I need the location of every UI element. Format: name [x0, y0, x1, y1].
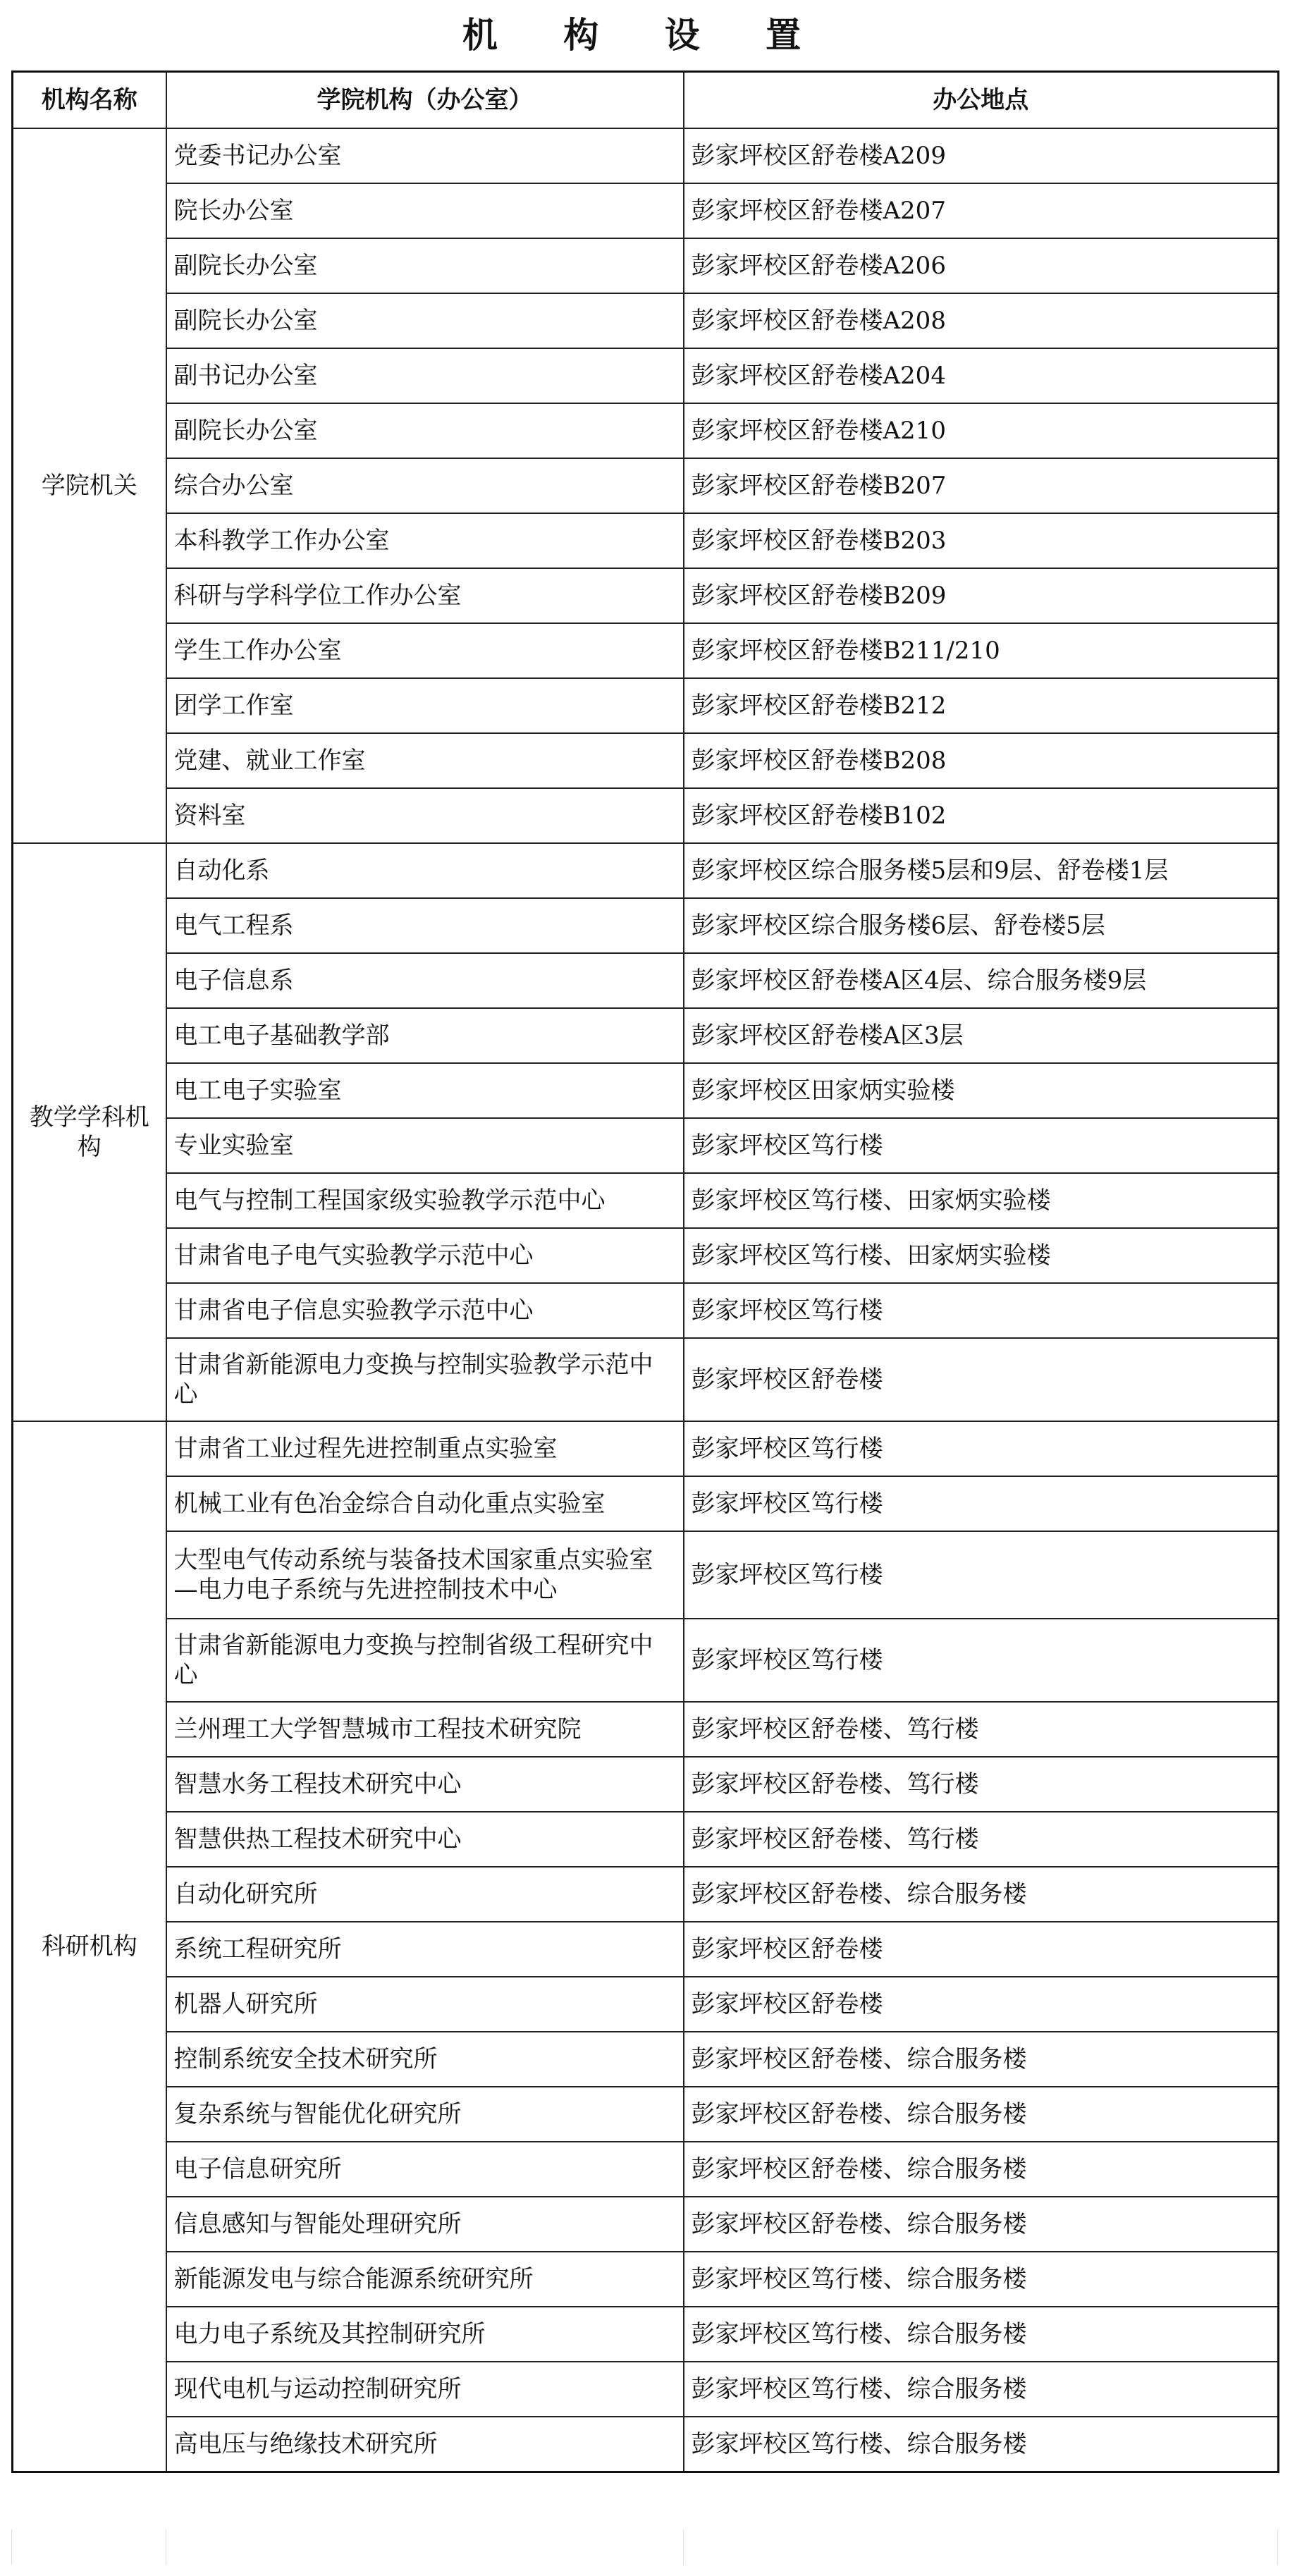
- office-name-cell: 电力电子系统及其控制研究所: [166, 2307, 684, 2362]
- office-name-cell: 甘肃省新能源电力变换与控制省级工程研究中心: [166, 1619, 684, 1702]
- table-row: [13, 953, 1279, 1008]
- office-name-cell: 学生工作办公室: [166, 623, 684, 678]
- table-row: [13, 1812, 1279, 1867]
- office-location-cell: 彭家坪校区舒卷楼、综合服务楼: [684, 2087, 1279, 2142]
- office-name-cell: 资料室: [166, 788, 684, 843]
- office-name-cell: 系统工程研究所: [166, 1922, 684, 1977]
- table-row: [13, 1008, 1279, 1063]
- office-location-cell: 彭家坪校区舒卷楼B203: [684, 513, 1279, 568]
- header-org: 机构名称: [13, 72, 166, 129]
- office-location-cell: 彭家坪校区笃行楼、田家炳实验楼: [684, 1228, 1279, 1283]
- office-location-cell: 彭家坪校区舒卷楼、综合服务楼: [684, 2032, 1279, 2087]
- office-name-cell: 院长办公室: [166, 183, 684, 238]
- table-row: [13, 1283, 1279, 1338]
- table-row: [13, 2032, 1279, 2087]
- org-table: [11, 70, 1279, 2473]
- office-location-cell: 彭家坪校区笃行楼: [684, 1118, 1279, 1173]
- office-location-cell: 彭家坪校区笃行楼: [684, 1619, 1279, 1702]
- office-location-cell: 彭家坪校区舒卷楼A209: [684, 128, 1279, 183]
- office-location-cell: 彭家坪校区综合服务楼5层和9层、舒卷楼1层: [684, 843, 1279, 898]
- office-name-cell: 高电压与绝缘技术研究所: [166, 2417, 684, 2472]
- office-name-cell: 电气与控制工程国家级实验教学示范中心: [166, 1173, 684, 1228]
- office-name-cell: 专业实验室: [166, 1118, 684, 1173]
- office-name-cell: 复杂系统与智能优化研究所: [166, 2087, 684, 2142]
- office-name-cell: 新能源发电与综合能源系统研究所: [166, 2252, 684, 2307]
- group-name-cell: 学院机关: [13, 128, 166, 843]
- office-location-cell: 彭家坪校区舒卷楼A206: [684, 238, 1279, 293]
- office-location-cell: 彭家坪校区舒卷楼B211/210: [684, 623, 1279, 678]
- office-location-cell: 彭家坪校区综合服务楼6层、舒卷楼5层: [684, 898, 1279, 953]
- table-row: [13, 568, 1279, 623]
- office-location-cell: 彭家坪校区笃行楼、综合服务楼: [684, 2252, 1279, 2307]
- table-row: [13, 1702, 1279, 1757]
- table-row: [13, 1977, 1279, 2032]
- office-name-cell: 甘肃省新能源电力变换与控制实验教学示范中心: [166, 1338, 684, 1421]
- office-name-cell: 智慧供热工程技术研究中心: [166, 1812, 684, 1867]
- group-name-cell: 科研机构: [13, 1421, 166, 2472]
- office-name-cell: 自动化研究所: [166, 1867, 684, 1922]
- office-name-cell: 控制系统安全技术研究所: [166, 2032, 684, 2087]
- office-name-cell: 自动化系: [166, 843, 684, 898]
- office-location-cell: 彭家坪校区舒卷楼A区3层: [684, 1008, 1279, 1063]
- office-location-cell: 彭家坪校区舒卷楼: [684, 1922, 1279, 1977]
- office-location-cell: 彭家坪校区舒卷楼B208: [684, 733, 1279, 788]
- office-name-cell: 电子信息研究所: [166, 2142, 684, 2197]
- table-row: [13, 513, 1279, 568]
- office-location-cell: 彭家坪校区笃行楼、综合服务楼: [684, 2417, 1279, 2472]
- office-location-cell: 彭家坪校区舒卷楼A208: [684, 293, 1279, 348]
- office-name-cell: 电工电子基础教学部: [166, 1008, 684, 1063]
- office-name-cell: 副院长办公室: [166, 293, 684, 348]
- table-body: [13, 128, 1279, 2472]
- office-name-cell: 党建、就业工作室: [166, 733, 684, 788]
- office-location-cell: 彭家坪校区舒卷楼A210: [684, 403, 1279, 458]
- office-name-cell: 科研与学科学位工作办公室: [166, 568, 684, 623]
- office-name-cell: 甘肃省电子电气实验教学示范中心: [166, 1228, 684, 1283]
- table-row: [13, 623, 1279, 678]
- office-location-cell: 彭家坪校区舒卷楼A区4层、综合服务楼9层: [684, 953, 1279, 1008]
- group-name-cell: 教学学科机构: [13, 843, 166, 1421]
- office-name-cell: 副院长办公室: [166, 238, 684, 293]
- office-location-cell: 彭家坪校区舒卷楼B207: [684, 458, 1279, 513]
- table-row: [13, 1757, 1279, 1812]
- table-row: [13, 1531, 1279, 1619]
- office-location-cell: 彭家坪校区笃行楼、综合服务楼: [684, 2362, 1279, 2417]
- table-row: [13, 2197, 1279, 2252]
- table-row: [13, 1338, 1279, 1421]
- office-location-cell: 彭家坪校区笃行楼、田家炳实验楼: [684, 1173, 1279, 1228]
- table-row: [13, 1063, 1279, 1118]
- header-office: 学院机构（办公室）: [166, 72, 684, 129]
- table-row: [13, 2252, 1279, 2307]
- office-name-cell: 甘肃省工业过程先进控制重点实验室: [166, 1421, 684, 1476]
- office-location-cell: 彭家坪校区笃行楼: [684, 1531, 1279, 1619]
- office-name-cell: 综合办公室: [166, 458, 684, 513]
- office-location-cell: 彭家坪校区舒卷楼、综合服务楼: [684, 1867, 1279, 1922]
- table-row: [13, 788, 1279, 843]
- table-row: [13, 183, 1279, 238]
- table-row: [13, 2362, 1279, 2417]
- table-row: [13, 678, 1279, 733]
- table-row: [13, 1228, 1279, 1283]
- office-location-cell: 彭家坪校区舒卷楼A204: [684, 348, 1279, 403]
- table-row: [13, 843, 1279, 898]
- table-row: [13, 1619, 1279, 1702]
- office-name-cell: 甘肃省电子信息实验教学示范中心: [166, 1283, 684, 1338]
- office-location-cell: 彭家坪校区田家炳实验楼: [684, 1063, 1279, 1118]
- office-name-cell: 电气工程系: [166, 898, 684, 953]
- table-row: [13, 1922, 1279, 1977]
- office-name-cell: 党委书记办公室: [166, 128, 684, 183]
- page-title: 机 构 设 置: [462, 14, 828, 56]
- table-row: [13, 1118, 1279, 1173]
- office-name-cell: 机器人研究所: [166, 1977, 684, 2032]
- empty-sheet-row: [11, 2529, 1278, 2565]
- table-row: [13, 1476, 1279, 1531]
- table-row: [13, 2142, 1279, 2197]
- table-row: [13, 898, 1279, 953]
- office-location-cell: 彭家坪校区舒卷楼B102: [684, 788, 1279, 843]
- office-name-cell: 信息感知与智能处理研究所: [166, 2197, 684, 2252]
- table-row: [13, 2307, 1279, 2362]
- office-name-cell: 副院长办公室: [166, 403, 684, 458]
- table-row: [13, 293, 1279, 348]
- office-name-cell: 智慧水务工程技术研究中心: [166, 1757, 684, 1812]
- office-location-cell: 彭家坪校区舒卷楼: [684, 1977, 1279, 2032]
- office-name-cell: 团学工作室: [166, 678, 684, 733]
- office-location-cell: 彭家坪校区舒卷楼、综合服务楼: [684, 2142, 1279, 2197]
- office-location-cell: 彭家坪校区笃行楼: [684, 1421, 1279, 1476]
- table-row: [13, 458, 1279, 513]
- table-row: [13, 733, 1279, 788]
- table-row: [13, 1173, 1279, 1228]
- header-row: [13, 72, 1279, 129]
- office-name-cell: 现代电机与运动控制研究所: [166, 2362, 684, 2417]
- table-row: [13, 403, 1279, 458]
- office-location-cell: 彭家坪校区舒卷楼B209: [684, 568, 1279, 623]
- office-name-cell: 副书记办公室: [166, 348, 684, 403]
- office-name-cell: 电子信息系: [166, 953, 684, 1008]
- table-row: [13, 2087, 1279, 2142]
- office-location-cell: 彭家坪校区笃行楼: [684, 1283, 1279, 1338]
- table-row: [13, 348, 1279, 403]
- office-location-cell: 彭家坪校区舒卷楼B212: [684, 678, 1279, 733]
- table-row: [13, 238, 1279, 293]
- office-location-cell: 彭家坪校区舒卷楼、笃行楼: [684, 1702, 1279, 1757]
- office-location-cell: 彭家坪校区舒卷楼A207: [684, 183, 1279, 238]
- office-name-cell: 电工电子实验室: [166, 1063, 684, 1118]
- office-name-cell: 大型电气传动系统与装备技术国家重点实验室—电力电子系统与先进控制技术中心: [166, 1531, 684, 1619]
- table-row: [13, 1421, 1279, 1476]
- office-location-cell: 彭家坪校区舒卷楼: [684, 1338, 1279, 1421]
- office-location-cell: 彭家坪校区笃行楼: [684, 1476, 1279, 1531]
- office-location-cell: 彭家坪校区舒卷楼、笃行楼: [684, 1757, 1279, 1812]
- office-location-cell: 彭家坪校区舒卷楼、笃行楼: [684, 1812, 1279, 1867]
- office-name-cell: 机械工业有色冶金综合自动化重点实验室: [166, 1476, 684, 1531]
- office-location-cell: 彭家坪校区舒卷楼、综合服务楼: [684, 2197, 1279, 2252]
- office-location-cell: 彭家坪校区笃行楼、综合服务楼: [684, 2307, 1279, 2362]
- office-name-cell: 兰州理工大学智慧城市工程技术研究院: [166, 1702, 684, 1757]
- table-row: [13, 2417, 1279, 2472]
- table-row: [13, 128, 1279, 183]
- table-row: [13, 1867, 1279, 1922]
- office-name-cell: 本科教学工作办公室: [166, 513, 684, 568]
- header-location: 办公地点: [684, 72, 1279, 129]
